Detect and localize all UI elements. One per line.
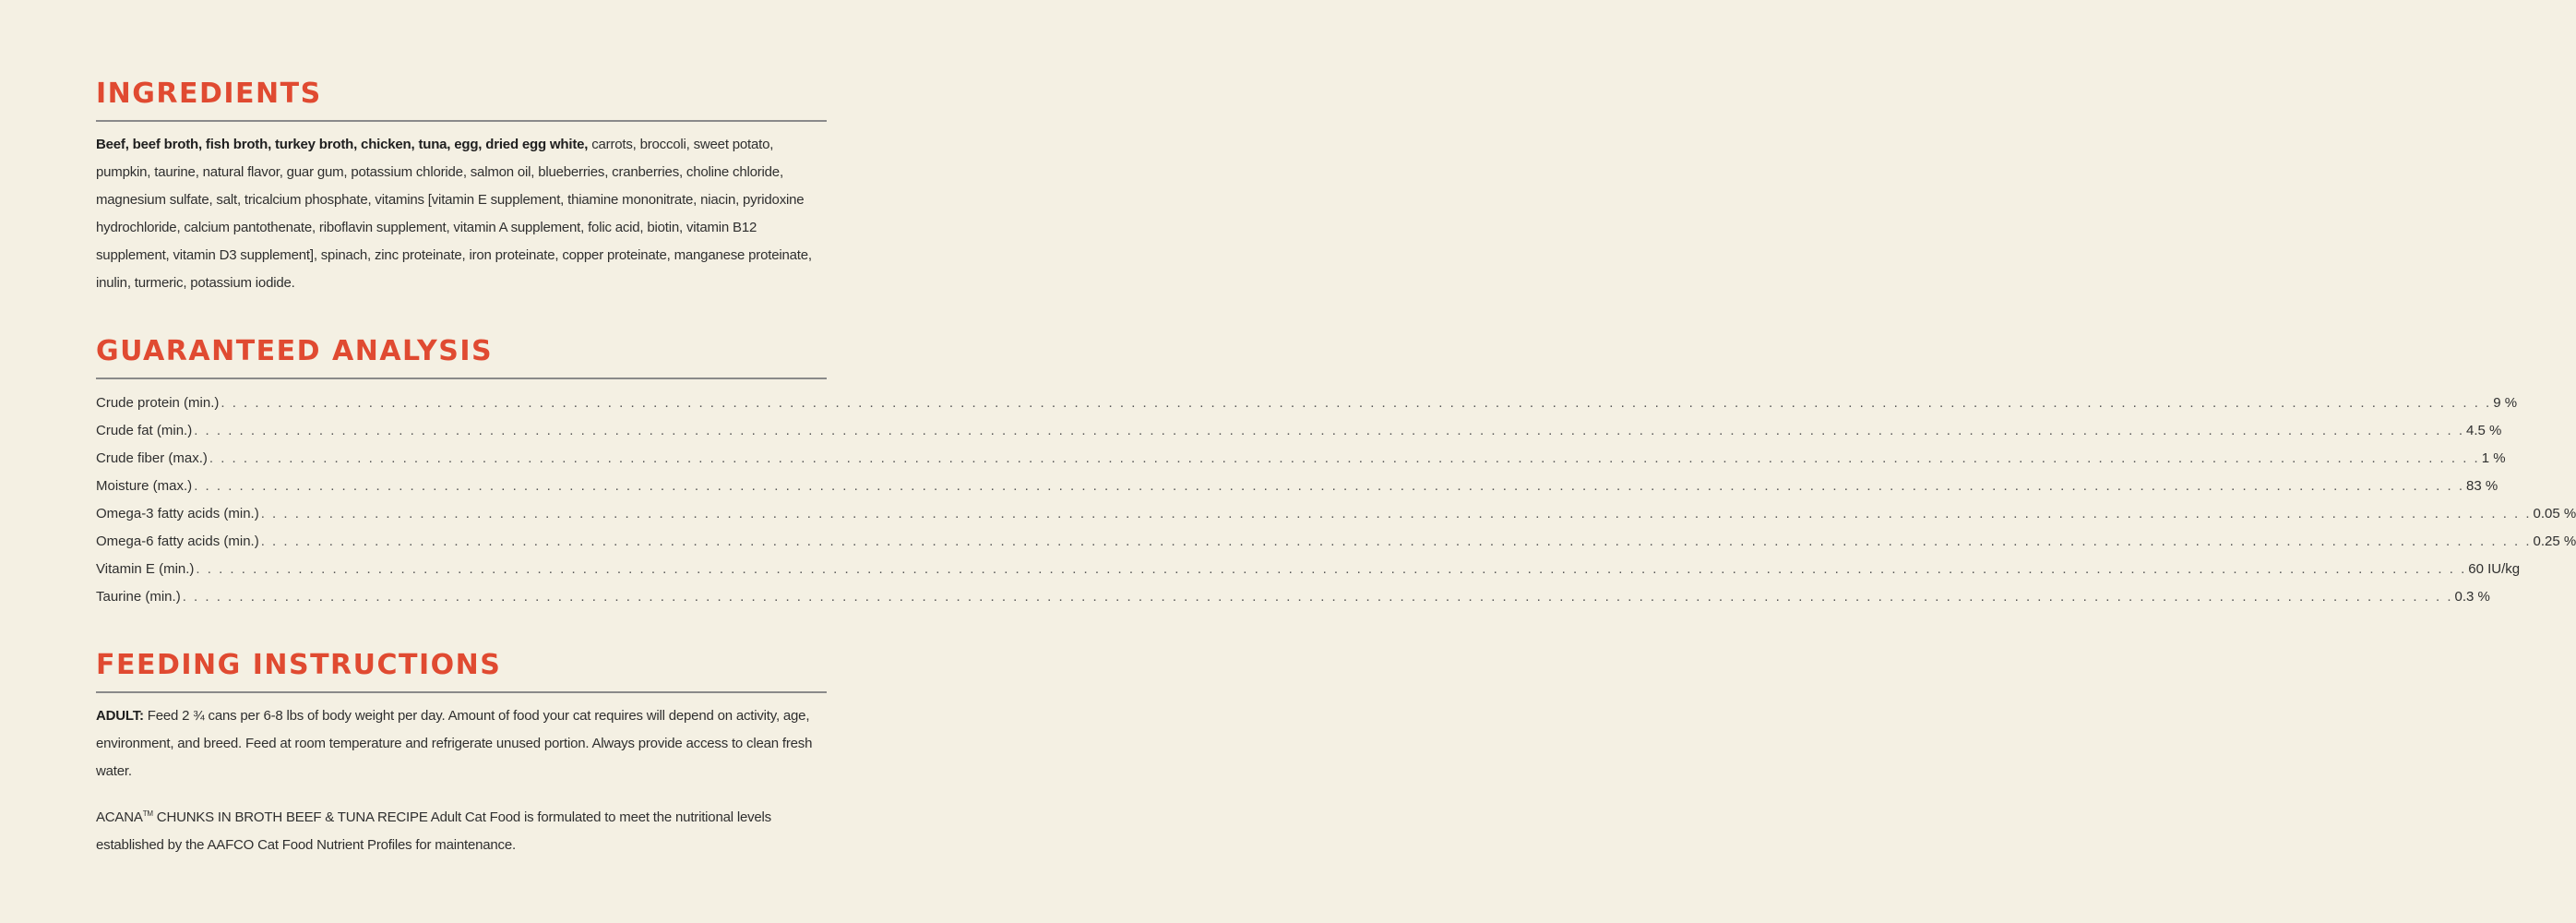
feeding-heading: FEEDING INSTRUCTIONS	[96, 649, 502, 681]
analysis-value: 0.05 %	[2533, 506, 2576, 521]
brand-name: ACANA	[96, 809, 143, 825]
analysis-value: 1 %	[2481, 450, 2506, 466]
ingredients-text	[96, 131, 827, 297]
dot-leader: . . . . . . . . . . . . . . . . . . . . . . . . . . . . . . . . . . . . . . . . . . . . . . . . . . . . . . . . . . . . . . . . . . . . . . . . . . . . . . . . . . . . . . . . . . . . . . . . . . . . . . . . . . . . . . . . . . . . . . . . . . . . . . . . . . . . . . . . . . . . . . . . . . . . . . . . . . . . . . . . . . . . . . . . . . . . . . . . . . . . . . . . . . . . . . . . . . . . . . . .	[209, 450, 2480, 466]
ingredients-rest-text: carrots, broccoli, sweet potato, pumpkin, taurine, natural flavor, guar gum, potassium chloride, salmon oil, blueberries, cranberries, choline chloride, magnesium sulfate, salt, tricalcium phosphate, vitamins [vitamin E supplement, thiamine mononitrate, niacin, pyridoxine hydrochloride, calcium pantothenate, riboflavin supplement, vitamin A supplement, folic acid, biotin, vitamin B12 supplement, vitamin D3 supplement], spinach, zinc proteinate, iron proteinate, copper proteinate, manganese proteinate, inulin, turmeric, potassium iodide.	[96, 137, 812, 291]
trademark-mark: TM	[142, 809, 153, 818]
analysis-value: 83 %	[2466, 478, 2498, 494]
analysis-row	[96, 473, 2498, 500]
aafco-statement	[96, 800, 827, 859]
analysis-row	[96, 500, 2576, 528]
dot-leader: . . . . . . . . . . . . . . . . . . . . . . . . . . . . . . . . . . . . . . . . . . . . . . . . . . . . . . . . . . . . . . . . . . . . . . . . . . . . . . . . . . . . . . . . . . . . . . . . . . . . . . . . . . . . . . . . . . . . . . . . . . . . . . . . . . . . . . . . . . . . . . . . . . . . . . . . . . . . . . . . . . . . . . . . . . . . . . . . . . . . . . . . . . . . . . . . . . . . . . . .	[260, 506, 2532, 521]
ingredients-divider	[96, 120, 827, 122]
ingredients-section	[96, 78, 827, 297]
analysis-value: 0.3 %	[2454, 589, 2490, 605]
analysis-label: Omega-3 fatty acids (min.)	[96, 506, 259, 521]
analysis-section	[96, 335, 2576, 611]
statement-text: CHUNKS IN BROTH BEEF & TUNA RECIPE Adult Cat Food is formulated to meet the nutritional levels established by the AAFCO Cat Food Nutrient Profiles for maintenance.	[96, 809, 771, 853]
feeding-section	[96, 649, 827, 859]
analysis-heading: GUARANTEED ANALYSIS	[96, 335, 494, 367]
analysis-label: Omega-6 fatty acids (min.)	[96, 533, 259, 549]
ingredients-heading: INGREDIENTS	[96, 78, 322, 110]
analysis-row	[96, 417, 2502, 445]
dot-leader: . . . . . . . . . . . . . . . . . . . . . . . . . . . . . . . . . . . . . . . . . . . . . . . . . . . . . . . . . . . . . . . . . . . . . . . . . . . . . . . . . . . . . . . . . . . . . . . . . . . . . . . . . . . . . . . . . . . . . . . . . . . . . . . . . . . . . . . . . . . . . . . . . . . . . . . . . . . . . . . . . . . . . . . . . . . . . . . . . . . . . . . . . . . . . . . . . . . . . . . .	[196, 561, 2467, 577]
analysis-row	[96, 390, 2518, 417]
analysis-divider	[96, 378, 827, 379]
analysis-row	[96, 556, 2521, 583]
analysis-value: 0.25 %	[2533, 533, 2576, 549]
analysis-list	[96, 390, 2576, 611]
analysis-value: 4.5 %	[2466, 423, 2502, 438]
feeding-divider	[96, 691, 827, 693]
adult-feeding-text	[96, 702, 827, 785]
analysis-label: Vitamin E (min.)	[96, 561, 195, 577]
dot-leader: . . . . . . . . . . . . . . . . . . . . . . . . . . . . . . . . . . . . . . . . . . . . . . . . . . . . . . . . . . . . . . . . . . . . . . . . . . . . . . . . . . . . . . . . . . . . . . . . . . . . . . . . . . . . . . . . . . . . . . . . . . . . . . . . . . . . . . . . . . . . . . . . . . . . . . . . . . . . . . . . . . . . . . . . . . . . . . . . . . . . . . . . . . . . . . . . . . . . . . . .	[221, 395, 2492, 411]
dot-leader: . . . . . . . . . . . . . . . . . . . . . . . . . . . . . . . . . . . . . . . . . . . . . . . . . . . . . . . . . . . . . . . . . . . . . . . . . . . . . . . . . . . . . . . . . . . . . . . . . . . . . . . . . . . . . . . . . . . . . . . . . . . . . . . . . . . . . . . . . . . . . . . . . . . . . . . . . . . . . . . . . . . . . . . . . . . . . . . . . . . . . . . . . . . . . . . . . . . . . . . .	[194, 478, 2465, 494]
analysis-label: Moisture (max.)	[96, 478, 193, 494]
dot-leader: . . . . . . . . . . . . . . . . . . . . . . . . . . . . . . . . . . . . . . . . . . . . . . . . . . . . . . . . . . . . . . . . . . . . . . . . . . . . . . . . . . . . . . . . . . . . . . . . . . . . . . . . . . . . . . . . . . . . . . . . . . . . . . . . . . . . . . . . . . . . . . . . . . . . . . . . . . . . . . . . . . . . . . . . . . . . . . . . . . . . . . . . . . . . . . . . . . . . . . . .	[260, 533, 2532, 549]
adult-label: ADULT:	[96, 708, 144, 724]
analysis-label: Crude fat (min.)	[96, 423, 193, 438]
analysis-label: Taurine (min.)	[96, 589, 181, 605]
analysis-label: Crude protein (min.)	[96, 395, 220, 411]
analysis-row	[96, 583, 2490, 611]
ingredients-bold-text: Beef, beef broth, fish broth, turkey broth, chicken, tuna, egg, dried egg white,	[96, 137, 589, 152]
analysis-label: Crude fiber (max.)	[96, 450, 208, 466]
analysis-row	[96, 445, 2506, 473]
analysis-value: 9 %	[2493, 395, 2518, 411]
analysis-row	[96, 528, 2576, 556]
dot-leader: . . . . . . . . . . . . . . . . . . . . . . . . . . . . . . . . . . . . . . . . . . . . . . . . . . . . . . . . . . . . . . . . . . . . . . . . . . . . . . . . . . . . . . . . . . . . . . . . . . . . . . . . . . . . . . . . . . . . . . . . . . . . . . . . . . . . . . . . . . . . . . . . . . . . . . . . . . . . . . . . . . . . . . . . . . . . . . . . . . . . . . . . . . . . . . . . . . . . . . . .	[182, 589, 2453, 605]
dot-leader: . . . . . . . . . . . . . . . . . . . . . . . . . . . . . . . . . . . . . . . . . . . . . . . . . . . . . . . . . . . . . . . . . . . . . . . . . . . . . . . . . . . . . . . . . . . . . . . . . . . . . . . . . . . . . . . . . . . . . . . . . . . . . . . . . . . . . . . . . . . . . . . . . . . . . . . . . . . . . . . . . . . . . . . . . . . . . . . . . . . . . . . . . . . . . . . . . . . . . . . .	[194, 423, 2465, 438]
analysis-value: 60 IU/kg	[2468, 561, 2521, 577]
adult-instructions: Feed 2 ¾ cans per 6-8 lbs of body weight per day. Amount of food your cat requires will depend on activity, age, environment, and breed. Feed at room temperature and refrigerate unused portion. Always provide access to clean fresh water.	[96, 708, 813, 779]
